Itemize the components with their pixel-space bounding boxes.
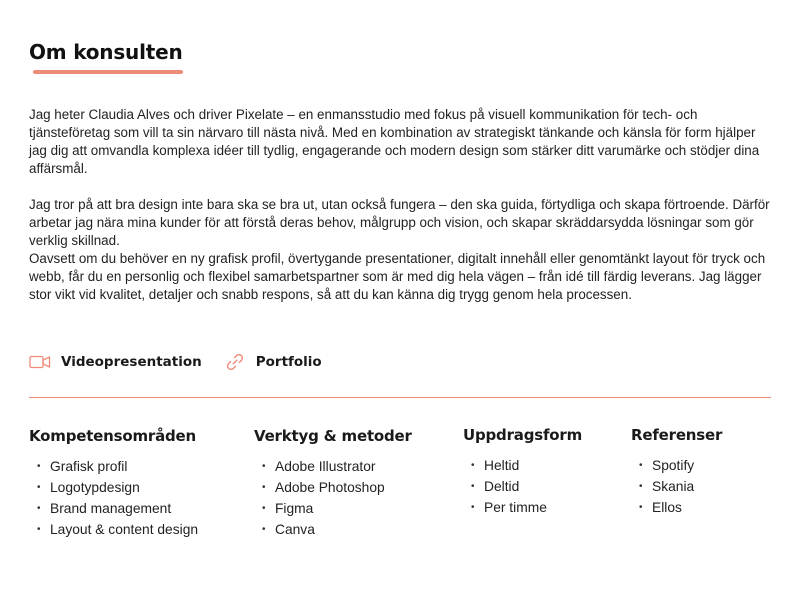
engagement-heading: Uppdragsform: [463, 426, 583, 444]
list-item: • Figma: [254, 498, 412, 519]
media-links: [29, 351, 322, 373]
bio-paragraph-3: Oavsett om du behöver en ny grafisk profil, övertygande presentationer, digitalt innehåll eller genomtänkt layout för tryck och webb, får du en personlig och flexibel samarbetspartner som är med dig hela vägen – från idé till färdig leverans. Jag lägger stor vikt vid kvalitet, detaljer och snabb respons, så att du kan känna dig trygg genom hela processen.: [29, 251, 766, 302]
tools-list: [254, 456, 412, 540]
list-item: • Grafisk profil: [29, 456, 198, 477]
video-presentation-label: Videopresentation: [61, 354, 202, 370]
list-item: • Deltid: [463, 476, 582, 497]
video-presentation-link[interactable]: [29, 351, 202, 373]
list-item: • Ellos: [631, 497, 722, 518]
list-item: • Layout & content design: [29, 519, 198, 540]
bio-text: [29, 106, 771, 304]
tools-heading: Verktyg & metoder: [254, 427, 412, 445]
engagement-list: [463, 455, 582, 518]
section-title: Om konsulten: [29, 40, 183, 64]
references-list: [631, 455, 722, 518]
references-column: [631, 426, 722, 518]
competence-list: [29, 456, 198, 540]
references-heading: Referenser: [631, 426, 723, 444]
tools-column: [254, 427, 412, 540]
video-camera-icon: [29, 351, 51, 373]
list-item: • Adobe Illustrator: [254, 456, 412, 477]
list-item: • Spotify: [631, 455, 722, 476]
list-item: • Logotypdesign: [29, 477, 198, 498]
list-item: • Brand management: [29, 498, 198, 519]
list-item: • Heltid: [463, 455, 582, 476]
title-underline: [33, 70, 183, 74]
competence-heading: Kompetensområden: [29, 427, 197, 445]
list-item: • Canva: [254, 519, 412, 540]
portfolio-label: Portfolio: [255, 354, 322, 370]
list-item: • Adobe Photoshop: [254, 477, 412, 498]
bio-paragraph-2: Jag tror på att bra design inte bara ska se bra ut, utan också fungera – den ska guida, förtydliga och skapa förtroende. Därför arbetar jag nära mina kunder för att förstå deras behov, målgrupp och vision, och skapar skräddarsydda lösningar som gör verklig skillnad.: [29, 197, 770, 248]
bio-paragraph-1: Jag heter Claudia Alves och driver Pixelate – en enmansstudio med fokus på visuell kommunikation för tech- och tjänsteföretag som vill ta sin närvaro till nästa nivå. Med en kombination av strategiskt tänkande och känsla för form hjälper jag dig att omvandla komplexa idéer till tydlig, engagerande och modern design som stärker ditt varumärke och stödjer dina affärsmål.: [29, 107, 760, 176]
portfolio-link[interactable]: [224, 351, 322, 373]
section-divider: [29, 397, 771, 398]
engagement-column: [463, 426, 582, 518]
list-item: • Skania: [631, 476, 722, 497]
competence-column: [29, 427, 198, 540]
link-icon: [224, 351, 246, 373]
list-item: • Per timme: [463, 497, 582, 518]
